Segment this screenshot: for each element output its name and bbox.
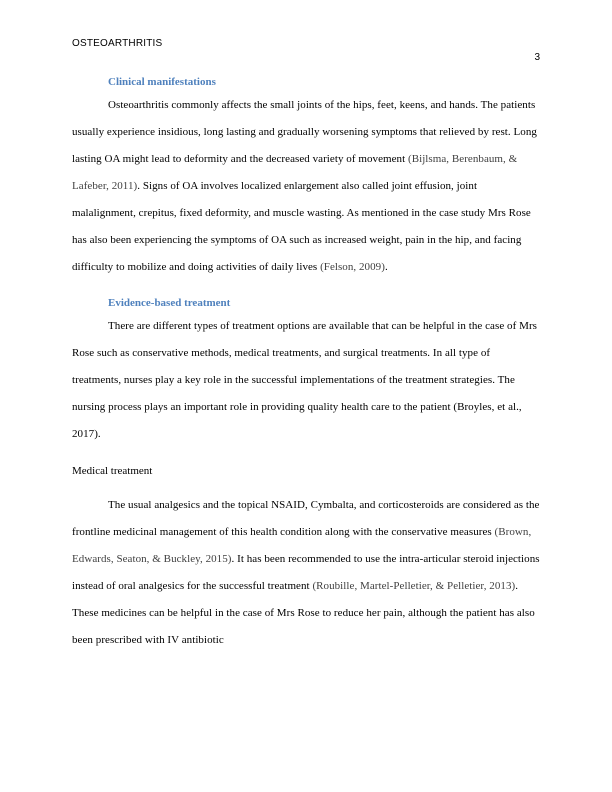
heading-medical-treatment: Medical treatment	[72, 465, 153, 477]
paragraph-clinical-manifestations	[72, 92, 540, 281]
page-number: 3	[534, 52, 540, 63]
text-segment: The usual analgesics and the topical NSAID, Cymbalta, and corticosteroids are considered as the frontline medicinal management of this health condition along with the conservative measures	[72, 499, 540, 538]
citation: (Roubille, Martel-Pelletier, & Pelletier, 2013)	[312, 580, 516, 592]
citation: (Brown, Edwards, Seaton, & Buckley, 2015)	[72, 526, 532, 565]
text-segment: .	[384, 261, 388, 273]
document-body	[72, 72, 540, 666]
running-head: OSTEOARTHRITIS	[72, 38, 163, 49]
heading-evidence-based-treatment: Evidence-based treatment	[108, 297, 231, 309]
text-segment: . Signs of OA involves localized enlargement also called joint effusion, joint malalignment, crepitus, fixed deformity, and muscle wasting. As mentioned in the case study Mrs Rose has also been experiencing the symptoms of OA such as increased weight, pain in the hip, and facing difficulty to mobilize and doing activities of daily lives	[72, 180, 531, 273]
text-segment: . It has been recommended to use the intra-articular steroid injections instead of oral analgesics for the successful treatment	[72, 553, 540, 592]
paragraph-medical-treatment	[72, 492, 540, 654]
heading-clinical-manifestations: Clinical manifestations	[108, 76, 216, 88]
text-segment: Osteoarthritis commonly affects the small joints of the hips, feet, keens, and hands. The patients usually experience insidious, long lasting and gradually worsening symptoms that relieved by rest. Long lasting OA might lead to deformity and the decreased variety of movement	[72, 99, 537, 165]
citation: (Bijlsma, Berenbaum, & Lafeber, 2011)	[72, 153, 518, 192]
paragraph-evidence-based-treatment: There are different types of treatment options are available that can be helpful in the case of Mrs Rose such as conservative methods, medical treatments, and surgical treatments. In all type of treatments, nurses play a key role in the successful implementations of the treatment strategies. The nursing process plays an important role in providing quality health care to the patient (Broyles, et al., 2017).	[72, 320, 537, 440]
text-segment: . These medicines can be helpful in the case of Mrs Rose to reduce her pain, although the patient has also been prescribed with IV antibiotic	[72, 580, 535, 646]
citation: (Felson, 2009)	[320, 261, 385, 273]
